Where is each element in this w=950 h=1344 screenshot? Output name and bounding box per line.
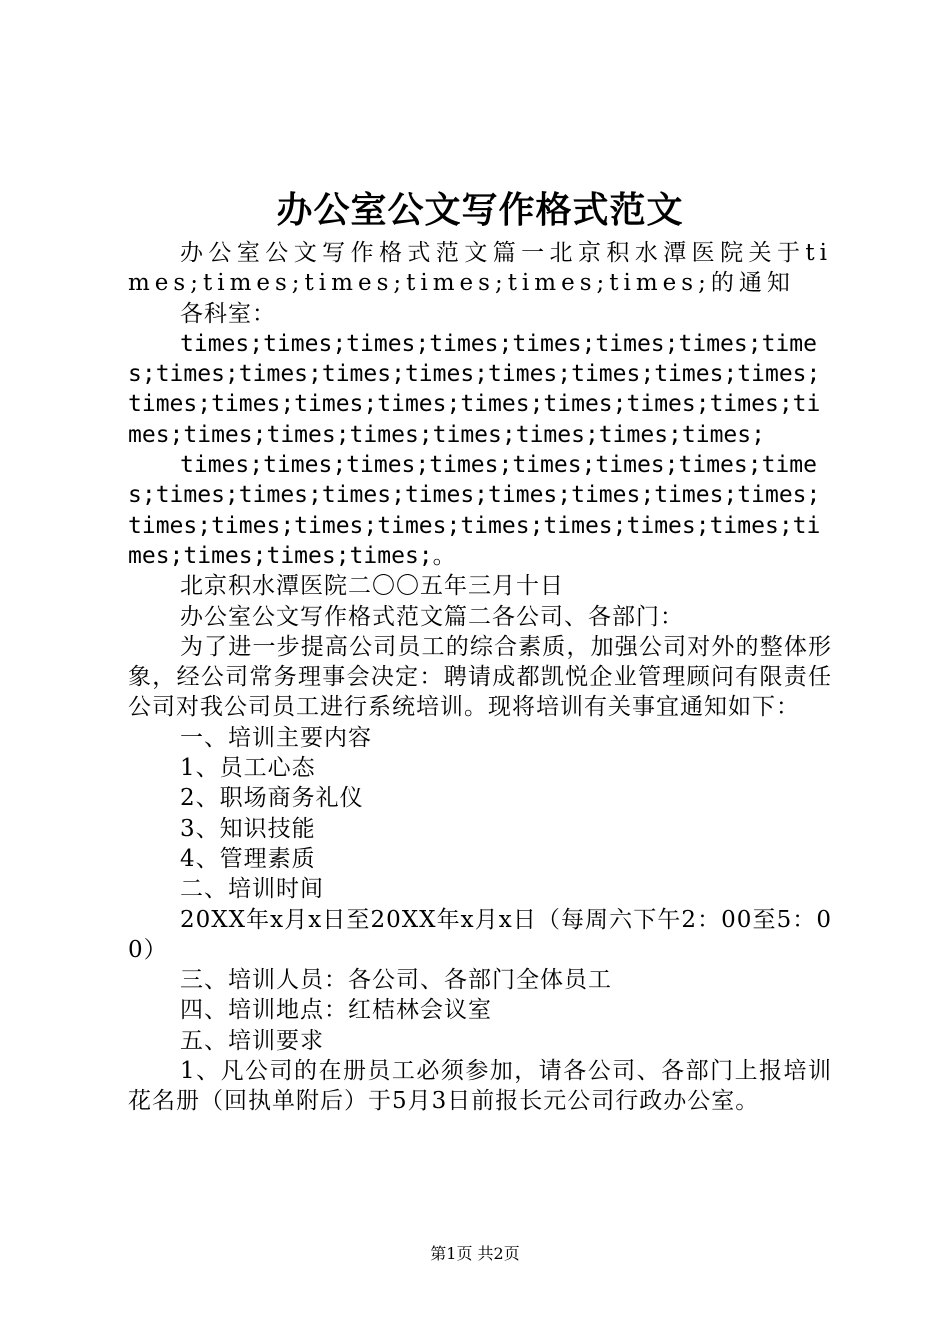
paragraph-training-location: 四、培训地点：红桔林会议室 bbox=[180, 997, 492, 1024]
document-page bbox=[128, 0, 832, 1344]
document-title: 办公室公文写作格式范文 bbox=[276, 189, 684, 231]
paragraph-section-two-heading: 办公室公文写作格式范文篇二各公司、各部门： bbox=[180, 603, 684, 630]
paragraph-item-heading-5: 五、培训要求 bbox=[180, 1027, 324, 1054]
paragraph-signature-date: 北京积水潭医院二〇〇五年三月十日 bbox=[180, 573, 564, 600]
paragraph-training-staff: 三、培训人员：各公司、各部门全体员工 bbox=[180, 967, 612, 994]
page-number-footer: 第1页 共2页 bbox=[430, 1244, 520, 1263]
paragraph-training-time: 20XX年x月x日至20XX年x月x日（每周六下午2：00至5：00） bbox=[128, 906, 832, 963]
paragraph-item-2: 2、职场商务礼仪 bbox=[180, 785, 364, 812]
paragraph-intro: 办公室公文写作格式范文篇一北京积水潭医院关于times;times;times;times;times;times;的通知 bbox=[128, 240, 832, 297]
paragraph-body-1: times;times;times;times;times;times;times;times;times;times;times;times;times;times;times;times;times;times;times;times;times;times;times;times;times;times;times;times;times;times;times;times; bbox=[128, 330, 821, 448]
paragraph-item-4: 4、管理素质 bbox=[180, 845, 316, 872]
paragraph-item-heading-1: 一、培训主要内容 bbox=[180, 724, 372, 751]
paragraph-requirement-1: 1、凡公司的在册员工必须参加，请各公司、各部门上报培训花名册（回执单附后）于5月3日前报长元公司行政办公室。 bbox=[128, 1058, 832, 1115]
paragraph-item-1: 1、员工心态 bbox=[180, 755, 316, 782]
paragraph-body-2: times;times;times;times;times;times;times;times;times;times;times;times;times;times;times;times;times;times;times;times;times;times;times;times;times;times;times;times;。 bbox=[128, 452, 821, 569]
paragraph-notice-body: 为了进一步提高公司员工的综合素质，加强公司对外的整体形象，经公司常务理事会决定：聘请成都凯悦企业管理顾问有限责任公司对我公司员工进行系统培训。现将培训有关事宜通知如下： bbox=[128, 633, 832, 721]
paragraph-item-heading-2: 二、培训时间 bbox=[180, 876, 324, 903]
paragraph-salutation: 各科室： bbox=[180, 300, 276, 327]
paragraph-item-3: 3、知识技能 bbox=[180, 815, 316, 842]
document-body bbox=[128, 238, 832, 1117]
